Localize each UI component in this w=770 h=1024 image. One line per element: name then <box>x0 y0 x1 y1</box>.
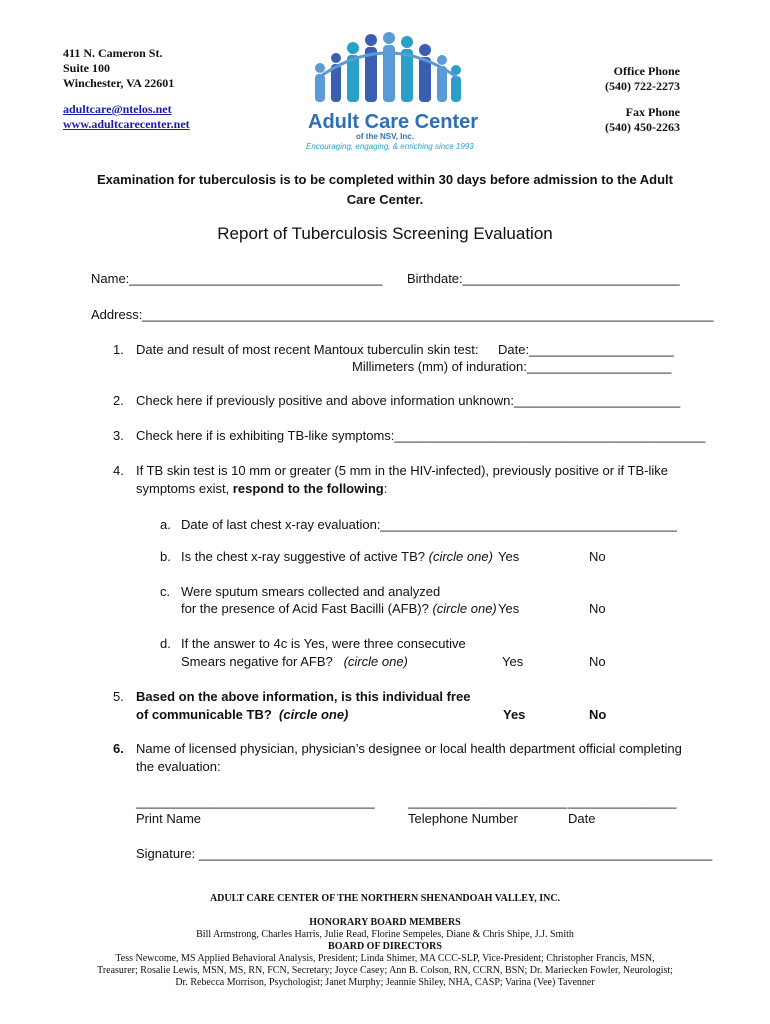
q4d-question: Smears negative for AFB? <box>181 654 333 669</box>
q2-field[interactable]: Check here if previously positive and above information unknown:_______________________ <box>136 393 681 408</box>
telephone-line[interactable]: ______________________ <box>408 794 568 809</box>
date-line[interactable]: _______________ <box>568 794 677 809</box>
q4d-yes[interactable]: Yes <box>502 654 524 669</box>
q1-text: Date and result of most recent Mantoux tuberculin skin test: <box>136 342 479 357</box>
q4b-no[interactable]: No <box>589 549 606 564</box>
q4c-letter: c. <box>160 584 171 599</box>
footer-honorary: Bill Armstrong, Charles Harris, Julie Read, Florine Sempeles, Diane & Chris Shipe, J.J. Smith <box>196 929 574 940</box>
logo <box>298 28 479 153</box>
logo-name: Adult Care Center <box>308 111 479 133</box>
logo-tagline: Encouraging, engaging, & enriching since 1993 <box>306 142 474 151</box>
q1-induration-field[interactable]: Millimeters (mm) of induration:____________________ <box>352 359 672 374</box>
q5-no[interactable]: No <box>589 707 607 722</box>
q6-line-2: the evaluation: <box>136 759 221 774</box>
page-title: Report of Tuberculosis Screening Evaluation <box>217 224 553 243</box>
footer-board-2: Treasurer; Rosalie Lewis, MSN, MS, RN, FCN, Secretary; Joyce Casey; Ann B. Colson, RN, CCRN, BSN; Dr. Mariecken Fowler, Neurologist; <box>97 965 673 976</box>
q4c-no[interactable]: No <box>589 601 606 616</box>
q1-date-field[interactable]: Date:____________________ <box>498 342 674 357</box>
q3-field[interactable]: Check here if is exhibiting TB-like symptoms:___________________________________________ <box>136 428 706 443</box>
q4b-question: Is the chest x-ray suggestive of active TB? <box>181 549 425 564</box>
logo-sub: of the NSV, Inc. <box>356 132 414 141</box>
address-line-1: 411 N. Cameron St. <box>63 46 163 60</box>
email-link[interactable]: adultcare@ntelos.net <box>63 102 172 116</box>
office-phone: (540) 722-2273 <box>605 79 680 93</box>
q4b-circle-one: (circle one) <box>428 549 493 564</box>
q4b-letter: b. <box>160 549 171 564</box>
admission-notice <box>0 170 770 210</box>
q5-yes[interactable]: Yes <box>503 707 526 722</box>
q4b-yes[interactable]: Yes <box>498 549 520 564</box>
birthdate-field[interactable]: Birthdate:______________________________ <box>407 271 680 286</box>
q4a-field[interactable]: Date of last chest x-ray evaluation:_________________________________________ <box>181 517 677 532</box>
q5-circle-one: (circle one) <box>279 707 349 722</box>
fax-phone-label: Fax Phone <box>625 105 680 119</box>
print-name-label: Print Name <box>136 811 202 826</box>
fax-phone: (540) 450-2263 <box>605 120 680 134</box>
q4-line-2-b: respond to the following <box>232 481 384 496</box>
notice-text: Examination for tuberculosis is to be completed within 30 days before admission to the Adult Care Center. <box>97 172 673 207</box>
print-name-line[interactable]: _________________________________ <box>136 794 375 809</box>
phone-block <box>605 64 680 135</box>
footer-honorary-title: HONORARY BOARD MEMBERS <box>309 917 461 928</box>
q4d-line-2 <box>181 653 408 671</box>
q3-number: 3. <box>113 428 124 443</box>
office-phone-label: Office Phone <box>613 64 680 78</box>
q6-line-1: Name of licensed physician, physician’s designee or local health department official completing <box>136 741 682 756</box>
q4c-circle-one: (circle one) <box>432 601 497 616</box>
q4d-line-1: If the answer to 4c is Yes, were three consecutive <box>181 636 466 651</box>
q6-number: 6. <box>113 741 124 756</box>
address-block <box>63 46 190 132</box>
q4a-letter: a. <box>160 517 171 532</box>
date-label: Date <box>568 811 596 826</box>
q5-number: 5. <box>113 689 124 704</box>
telephone-label: Telephone Number <box>408 811 518 826</box>
q4c-yes[interactable]: Yes <box>498 601 520 616</box>
q4b-text <box>181 548 493 566</box>
q4d-no[interactable]: No <box>589 654 606 669</box>
q4-line-2-a: symptoms exist, <box>136 481 233 496</box>
q4-line-2 <box>136 480 387 498</box>
address-line-2: Suite 100 <box>63 61 111 75</box>
name-field[interactable]: Name:___________________________________ <box>91 271 383 286</box>
q5-line-1: Based on the above information, is this individual free <box>136 689 471 704</box>
footer-org: ADULT CARE CENTER OF THE NORTHERN SHENANDOAH VALLEY, INC. <box>209 893 561 904</box>
q5-question: of communicable TB? <box>136 707 272 722</box>
q1-number: 1. <box>113 342 124 357</box>
footer-board-title: BOARD OF DIRECTORS <box>328 941 442 952</box>
q4-number: 4. <box>113 463 124 478</box>
footer-board-1: Tess Newcome, MS Applied Behavioral Analysis, President; Linda Shimer, MA CCC-SLP, Vice-President; Christopher Francis, MSN, <box>115 953 655 964</box>
q4d-circle-one: (circle one) <box>343 654 408 669</box>
q5-line-2 <box>136 706 348 724</box>
q4d-letter: d. <box>160 636 171 651</box>
signature-field[interactable]: Signature: _______________________________________________________________________ <box>136 846 713 861</box>
q2-number: 2. <box>113 393 124 408</box>
q4-line-1: If TB skin test is 10 mm or greater (5 mm in the HIV-infected), previously positive or if TB-like <box>136 463 668 478</box>
address-field[interactable]: Address:_______________________________________________________________________________ <box>91 307 714 322</box>
q4c-question: for the presence of Acid Fast Bacilli (AFB)? <box>181 601 429 616</box>
q4-line-2-c: : <box>383 481 388 496</box>
website-link[interactable]: www.adultcarecenter.net <box>63 117 190 131</box>
footer-board-3: Dr. Rebecca Morrison, Psychologist; Janet Murphy; Jeannie Shiley, NHA, CASP; Varina (Vee) Tavenner <box>175 977 595 988</box>
q4c-line-2 <box>181 600 497 618</box>
address-line-3: Winchester, VA 22601 <box>63 76 175 90</box>
q4c-line-1: Were sputum smears collected and analyzed <box>181 584 441 599</box>
